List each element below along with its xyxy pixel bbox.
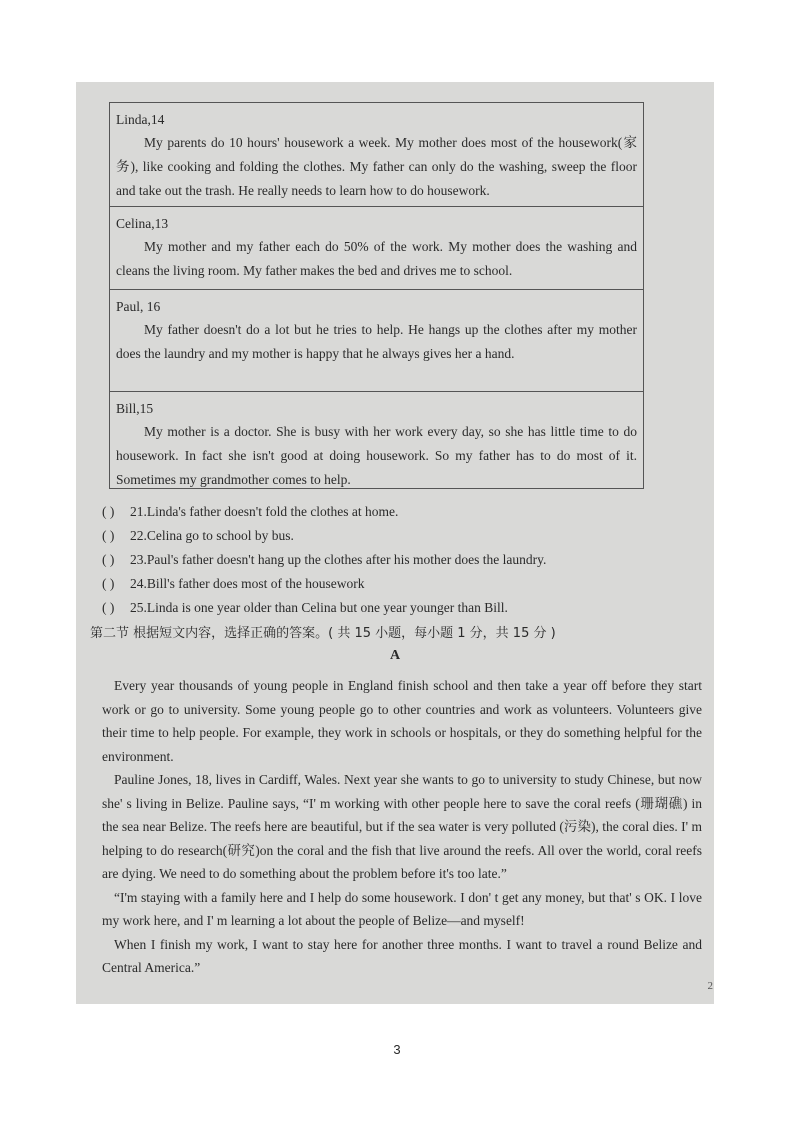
student-text: My parents do 10 hours' housework a week. My mother does most of the housework(家务), like cooking and folding the clothes. My father can only do the washing, sweep the floor and take out the trash. He really needs to learn how to do housework. <box>116 135 637 198</box>
paragraph: When I finish my work, I want to stay here for another three months. I want to travel a round Belize and Central America.” <box>102 936 702 975</box>
true-false-questions <box>102 500 662 620</box>
answer-bracket[interactable]: ( ) <box>102 504 115 519</box>
question-text: 24.Bill's father does most of the housework <box>130 576 365 591</box>
answer-bracket[interactable]: ( ) <box>102 600 115 615</box>
table-row <box>110 207 643 290</box>
survey-table <box>109 102 644 489</box>
student-name: Bill,15 <box>116 401 154 416</box>
passage-title: A <box>389 648 401 663</box>
student-text: My mother is a doctor. She is busy with her work every day, so she has little time to do housework. In fact she isn't good at doing housework. So my father has to do most of it. Sometimes my grandmother comes to help. <box>116 424 637 487</box>
table-row <box>110 392 643 488</box>
question-text: 25.Linda is one year older than Celina but one year younger than Bill. <box>130 600 508 615</box>
question-item <box>102 596 662 620</box>
reading-passage <box>102 674 702 980</box>
student-text: My father doesn't do a lot but he tries to help. He hangs up the clothes after my mother does the laundry and my mother is happy that he always gives her a hand. <box>116 322 637 361</box>
answer-bracket[interactable]: ( ) <box>102 552 115 567</box>
paragraph: Pauline Jones, 18, lives in Cardiff, Wales. Next year she wants to go to university to study Chinese, but now she' s living in Belize. Pauline says, “I' m working with other people here to save the coral reefs (珊瑚礁) in the sea near Belize. The reefs here are beautiful, but if the sea water is very polluted (污染), the coral dies. I' m helping to do research(研究)on the coral and the fish that live around the reefs. All over the world, coral reefs are dying. We need to do something about the problem before it's too late.” <box>102 772 702 881</box>
answer-bracket[interactable]: ( ) <box>102 528 115 543</box>
page-number: 3 <box>393 1042 401 1057</box>
scanned-page <box>76 82 714 1004</box>
question-item <box>102 572 662 596</box>
paragraph: “I'm staying with a family here and I help do some housework. I don' t get any money, but that' s OK. I love my work here, and I' m learning a lot about the people of Belize—and myself! <box>102 889 702 928</box>
student-name: Paul, 16 <box>116 299 161 314</box>
paragraph: Every year thousands of young people in England finish school and then take a year off before they start work or go to university. Some young people go to other countries and work as volunteers. Volunteers give their time to help people. For example, they work in schools or hospitals, or they do something helpful for the environment. <box>102 678 702 764</box>
student-text: My mother and my father each do 50% of the work. My mother does the washing and cleans the living room. My father makes the bed and drives me to school. <box>116 239 637 278</box>
section-heading: 第二节 根据短文内容，选择正确的答案。( 共 15 小题，每小题 1 分，共 15 分 ) <box>90 626 556 641</box>
question-item <box>102 548 662 572</box>
edge-page-mark: 2 <box>707 980 713 992</box>
question-text: 23.Paul's father doesn't hang up the clothes after his mother does the laundry. <box>130 552 547 567</box>
table-row <box>110 290 643 392</box>
question-text: 22.Celina go to school by bus. <box>130 528 294 543</box>
student-name: Linda,14 <box>116 112 165 127</box>
question-item <box>102 524 662 548</box>
answer-bracket[interactable]: ( ) <box>102 576 115 591</box>
question-text: 21.Linda's father doesn't fold the clothes at home. <box>130 504 399 519</box>
student-name: Celina,13 <box>116 216 169 231</box>
table-row <box>110 103 643 207</box>
question-item <box>102 500 662 524</box>
